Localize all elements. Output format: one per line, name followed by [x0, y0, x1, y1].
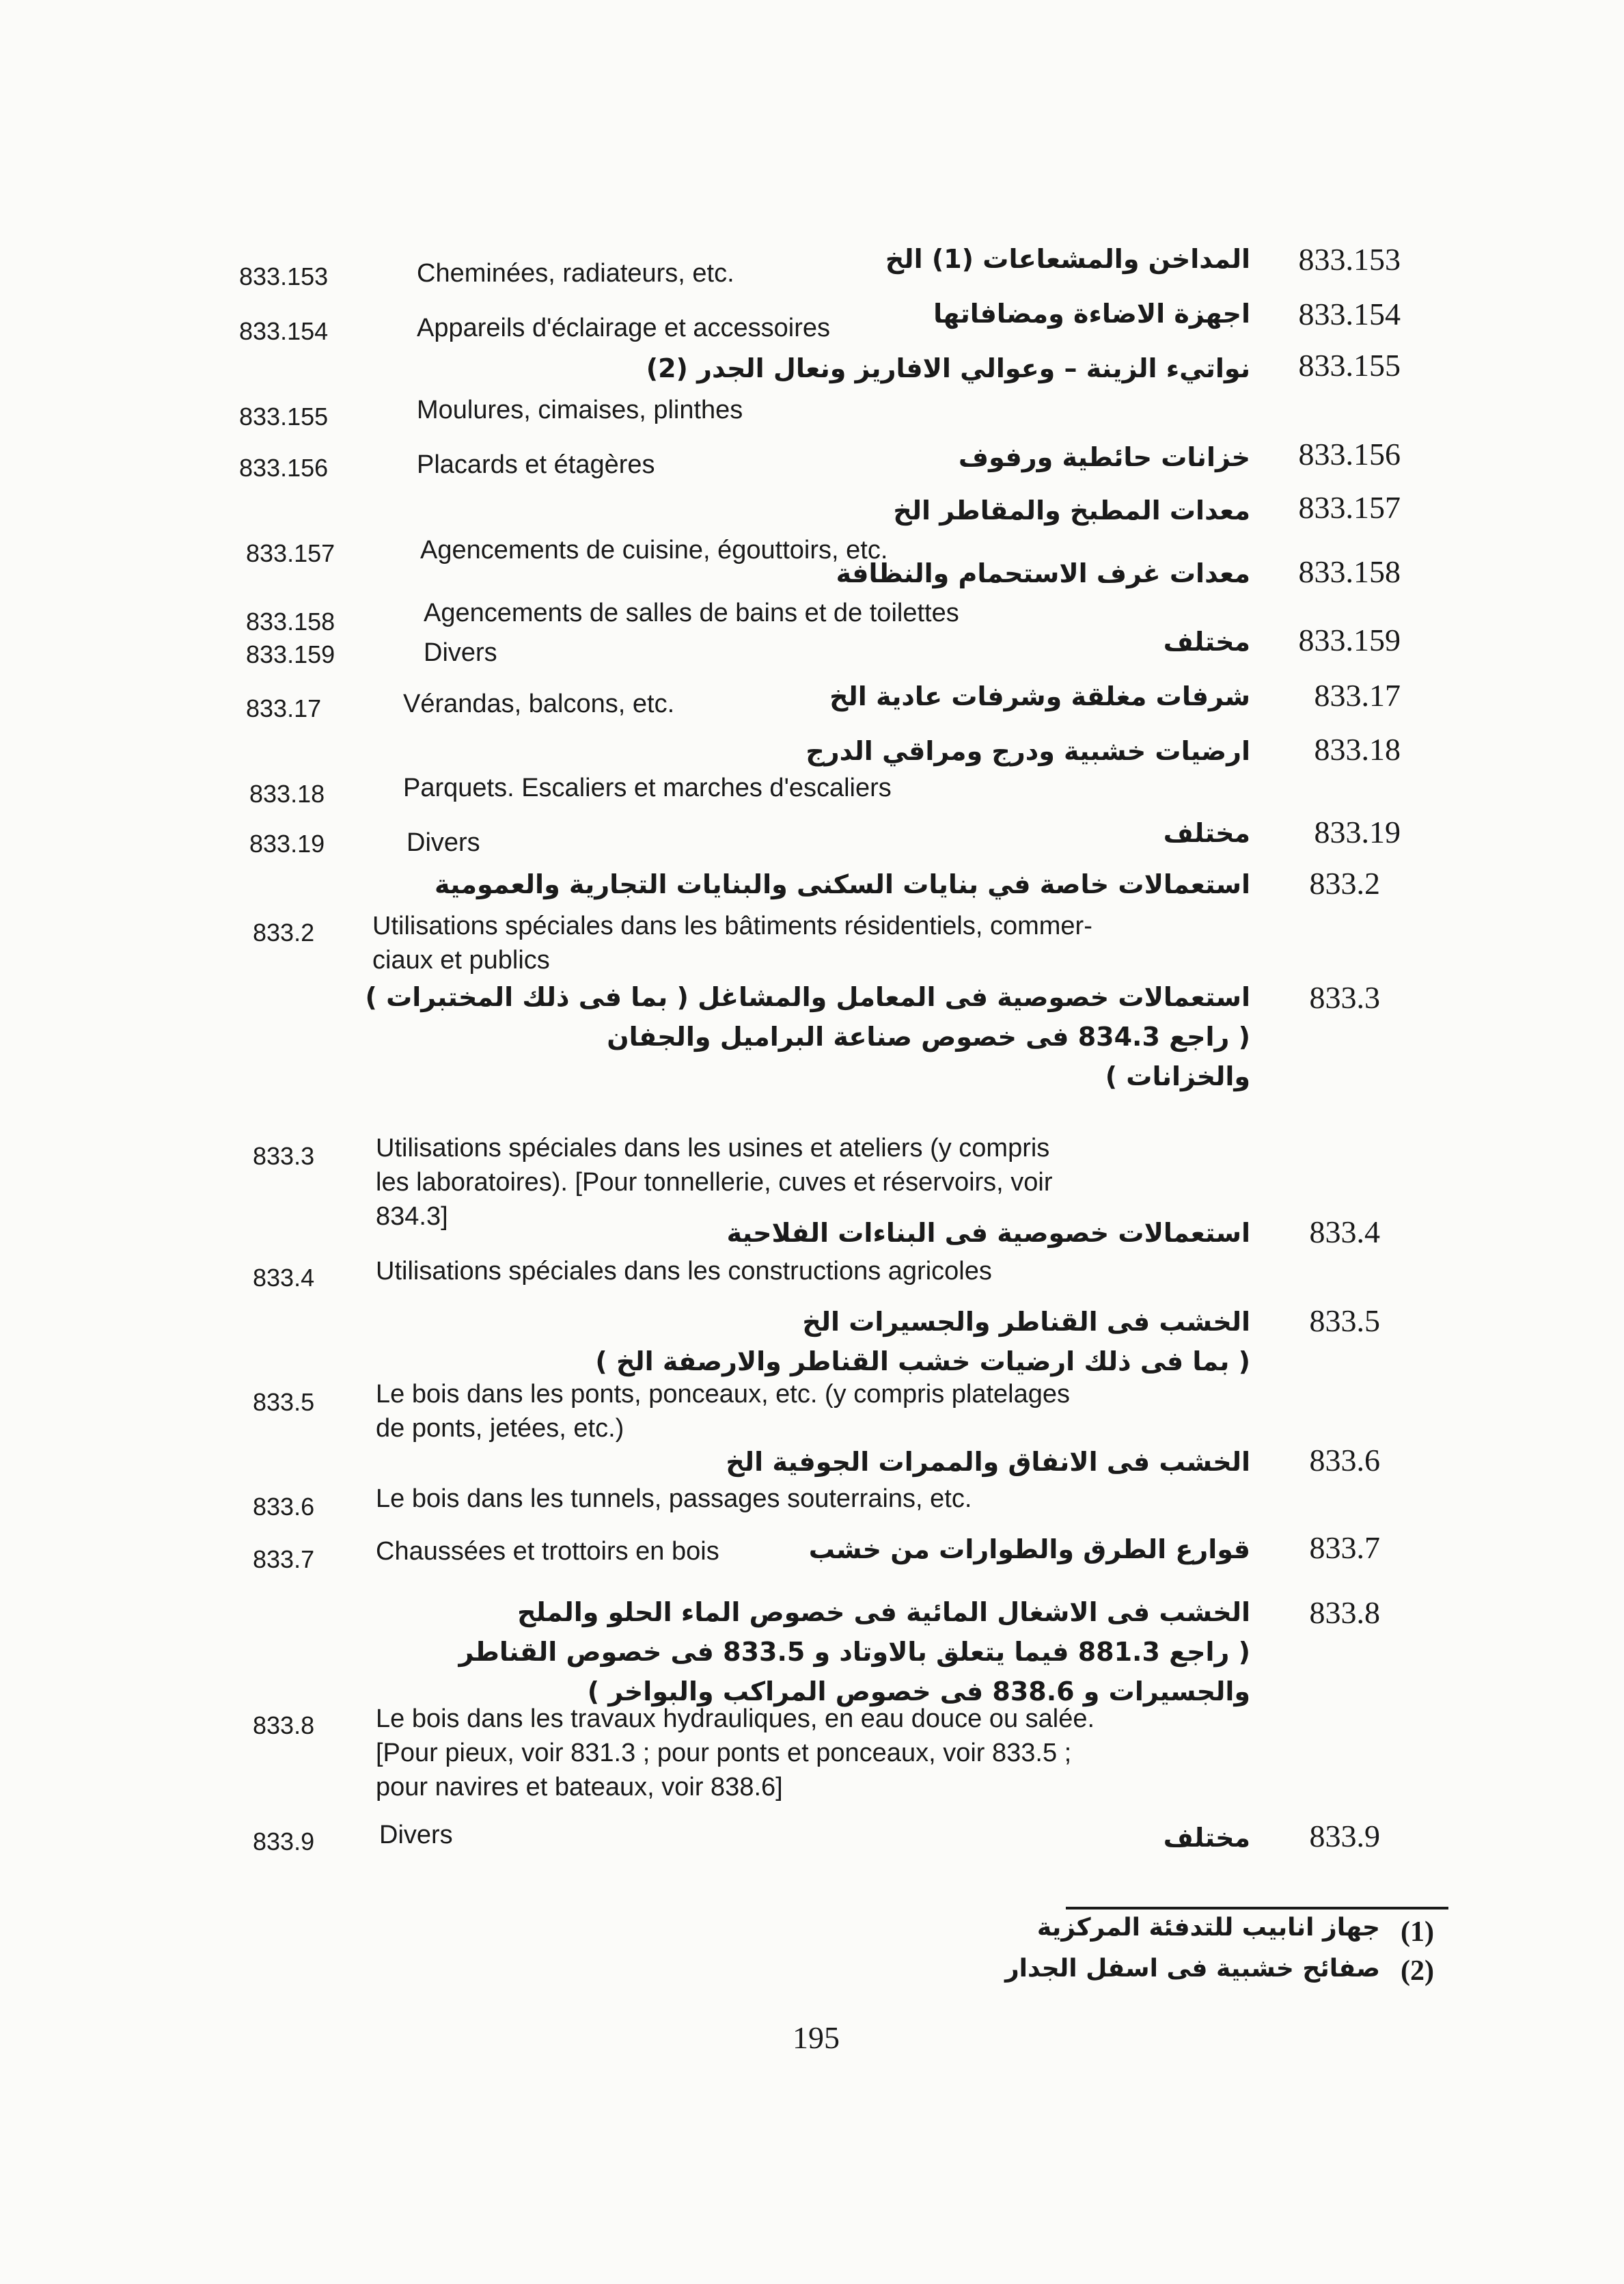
- ar-line: الخشب فى القناطر والجسيرات الخ: [802, 1307, 1250, 1337]
- ar-code: 833.8: [1309, 1595, 1380, 1630]
- ar-heading: مختلف: [1163, 627, 1250, 657]
- fr-code: 833.4: [253, 1264, 315, 1292]
- fr-code: 833.159: [246, 640, 335, 668]
- fr-code: 833.5: [253, 1388, 315, 1416]
- ar-code: 833.2: [1309, 866, 1380, 901]
- ar-description: [595, 1302, 1250, 1381]
- footnote-text: صفائح خشبية فى اسفل الجدار: [1004, 1955, 1380, 1983]
- footnote-rule: [1066, 1907, 1448, 1909]
- ar-heading: الخشب فى الانفاق والممرات الجوفية الخ: [726, 1447, 1250, 1477]
- fr-heading: Chaussées et trottoirs en bois: [376, 1537, 719, 1566]
- fr-code: 833.153: [239, 262, 329, 290]
- footnote-text: جهاز انابيب للتدفئة المركزية: [1036, 1914, 1380, 1942]
- ar-code: 833.154: [1298, 297, 1401, 331]
- ar-code: 833.3: [1309, 980, 1380, 1015]
- ar-heading: شرفات مغلقة وشرفات عادية الخ: [829, 681, 1250, 711]
- fr-line: pour navires et bateaux, voir 838.6]: [376, 1773, 783, 1802]
- ar-line: والجسيرات و 838.6 فى خصوص المراكب والبواخر ): [587, 1676, 1250, 1707]
- ar-code: 833.19: [1314, 815, 1401, 849]
- fr-line: 834.3]: [376, 1202, 448, 1231]
- fr-description: [376, 1702, 1366, 1804]
- fr-heading: Placards et étagères: [417, 450, 655, 479]
- fr-code: 833.3: [253, 1142, 315, 1170]
- ar-code: 833.155: [1298, 348, 1401, 383]
- ar-code: 833.158: [1298, 554, 1401, 589]
- ar-code: 833.4: [1309, 1214, 1380, 1249]
- ar-line: الخشب فى الاشغال المائية فى خصوص الماء الحلو والملح: [517, 1597, 1250, 1627]
- fr-heading: Utilisations spéciales dans les constructions agricoles: [376, 1257, 992, 1286]
- ar-description: [444, 1592, 1250, 1711]
- ar-heading: معدات غرف الاستحمام والنظافة: [836, 558, 1250, 588]
- fr-line: Le bois dans les travaux hydrauliques, en eau douce ou salée.: [376, 1704, 1095, 1733]
- ar-code: 833.156: [1298, 437, 1401, 472]
- fr-heading: Agencements de cuisine, égouttoirs, etc.: [420, 536, 888, 565]
- fr-code: 833.9: [253, 1827, 315, 1855]
- fr-code: 833.156: [239, 454, 329, 482]
- ar-line: ( راجع 881.3 فيما يتعلق بالاوتاد و 833.5 فى خصوص القناطر: [458, 1637, 1250, 1667]
- ar-line: استعمالات خصوصية فى المعامل والمشاغل ( بما فى ذلك المختبرات ): [365, 982, 1250, 1012]
- ar-heading: استعمالات خاصة في بنايات السكنى والبنايات التجارية والعمومية: [434, 869, 1250, 899]
- ar-heading: معدات المطبخ والمقاطر الخ: [893, 495, 1250, 526]
- ar-code: 833.153: [1298, 242, 1401, 277]
- ar-heading: خزانات حائطية ورفوف: [958, 442, 1250, 472]
- fr-heading: Divers: [424, 638, 497, 667]
- ar-heading: مختلف: [1163, 1823, 1250, 1853]
- ar-line: ( بما فى ذلك ارضيات خشب القناطر والارصفة الخ ): [595, 1346, 1250, 1376]
- fr-line: Utilisations spéciales dans les bâtiments résidentiels, commer-: [372, 912, 1092, 940]
- fr-heading: Appareils d'éclairage et accessoires: [417, 314, 831, 342]
- fr-code: 833.157: [246, 539, 335, 567]
- fr-code: 833.7: [253, 1545, 315, 1573]
- fr-heading: Le bois dans les tunnels, passages souterrains, etc.: [376, 1484, 972, 1513]
- ar-code: 833.6: [1309, 1443, 1380, 1478]
- ar-heading: قوارع الطرق والطوارات من خشب: [808, 1534, 1250, 1564]
- fr-line: Le bois dans les ponts, ponceaux, etc. (y compris platelages: [376, 1380, 1071, 1409]
- ar-heading: استعمالات خصوصية فى البناءات الفلاحية: [726, 1218, 1250, 1248]
- fr-heading: Moulures, cimaises, plinthes: [417, 396, 743, 424]
- ar-heading: ارضيات خشبية ودرج ومراقي الدرج: [806, 736, 1250, 766]
- fr-description: [372, 909, 1363, 977]
- footnote-marker: (1): [1401, 1916, 1434, 1948]
- fr-line: les laboratoires). [Pour tonnellerie, cuves et réservoirs, voir: [376, 1168, 1053, 1197]
- fr-heading: Divers: [407, 828, 480, 857]
- fr-line: de ponts, jetées, etc.): [376, 1414, 624, 1443]
- fr-code: 833.17: [246, 694, 322, 722]
- ar-code: 833.5: [1309, 1303, 1380, 1338]
- fr-code: 833.155: [239, 403, 329, 431]
- fr-code: 833.6: [253, 1493, 315, 1521]
- fr-code: 833.19: [249, 830, 325, 858]
- ar-line: ( راجع 834.3 فى خصوص صناعة البراميل والجفان: [607, 1022, 1250, 1052]
- ar-code: 833.7: [1309, 1530, 1380, 1565]
- ar-code: 833.18: [1314, 732, 1401, 767]
- fr-code: 833.154: [239, 317, 329, 345]
- ar-heading: مختلف: [1163, 818, 1250, 848]
- fr-heading: Vérandas, balcons, etc.: [403, 690, 675, 718]
- fr-heading: Cheminées, radiateurs, etc.: [417, 259, 734, 288]
- fr-line: [Pour pieux, voir 831.3 ; pour ponts et ponceaux, voir 833.5 ;: [376, 1739, 1072, 1767]
- ar-code: 833.159: [1298, 623, 1401, 657]
- fr-code: 833.158: [246, 608, 335, 636]
- fr-description: [376, 1377, 1366, 1445]
- fr-heading: Parquets. Escaliers et marches d'escaliers: [403, 774, 892, 802]
- ar-code: 833.157: [1298, 490, 1401, 525]
- ar-code: 833.17: [1314, 678, 1401, 713]
- fr-code: 833.18: [249, 780, 325, 808]
- page-number: 195: [793, 2020, 840, 2055]
- ar-heading: المداخن والمشعاعات (1) الخ: [885, 244, 1250, 274]
- ar-code: 833.9: [1309, 1819, 1380, 1853]
- fr-heading: Agencements de salles de bains et de toilettes: [424, 599, 959, 627]
- fr-line: Utilisations spéciales dans les usines et ateliers (y compris: [376, 1134, 1050, 1163]
- ar-description: [365, 977, 1250, 1096]
- fr-line: ciaux et publics: [372, 946, 550, 975]
- footnote-marker: (2): [1401, 1955, 1434, 1987]
- ar-heading: نواتيء الزينة – وعوالي الافاريز ونعال الجدر (2): [646, 353, 1250, 383]
- fr-code: 833.2: [253, 919, 315, 947]
- ar-line: والخزانات ): [1105, 1061, 1250, 1091]
- fr-code: 833.8: [253, 1711, 315, 1739]
- fr-heading: Divers: [379, 1821, 453, 1849]
- ar-heading: اجهزة الاضاءة ومضافاتها: [933, 299, 1250, 329]
